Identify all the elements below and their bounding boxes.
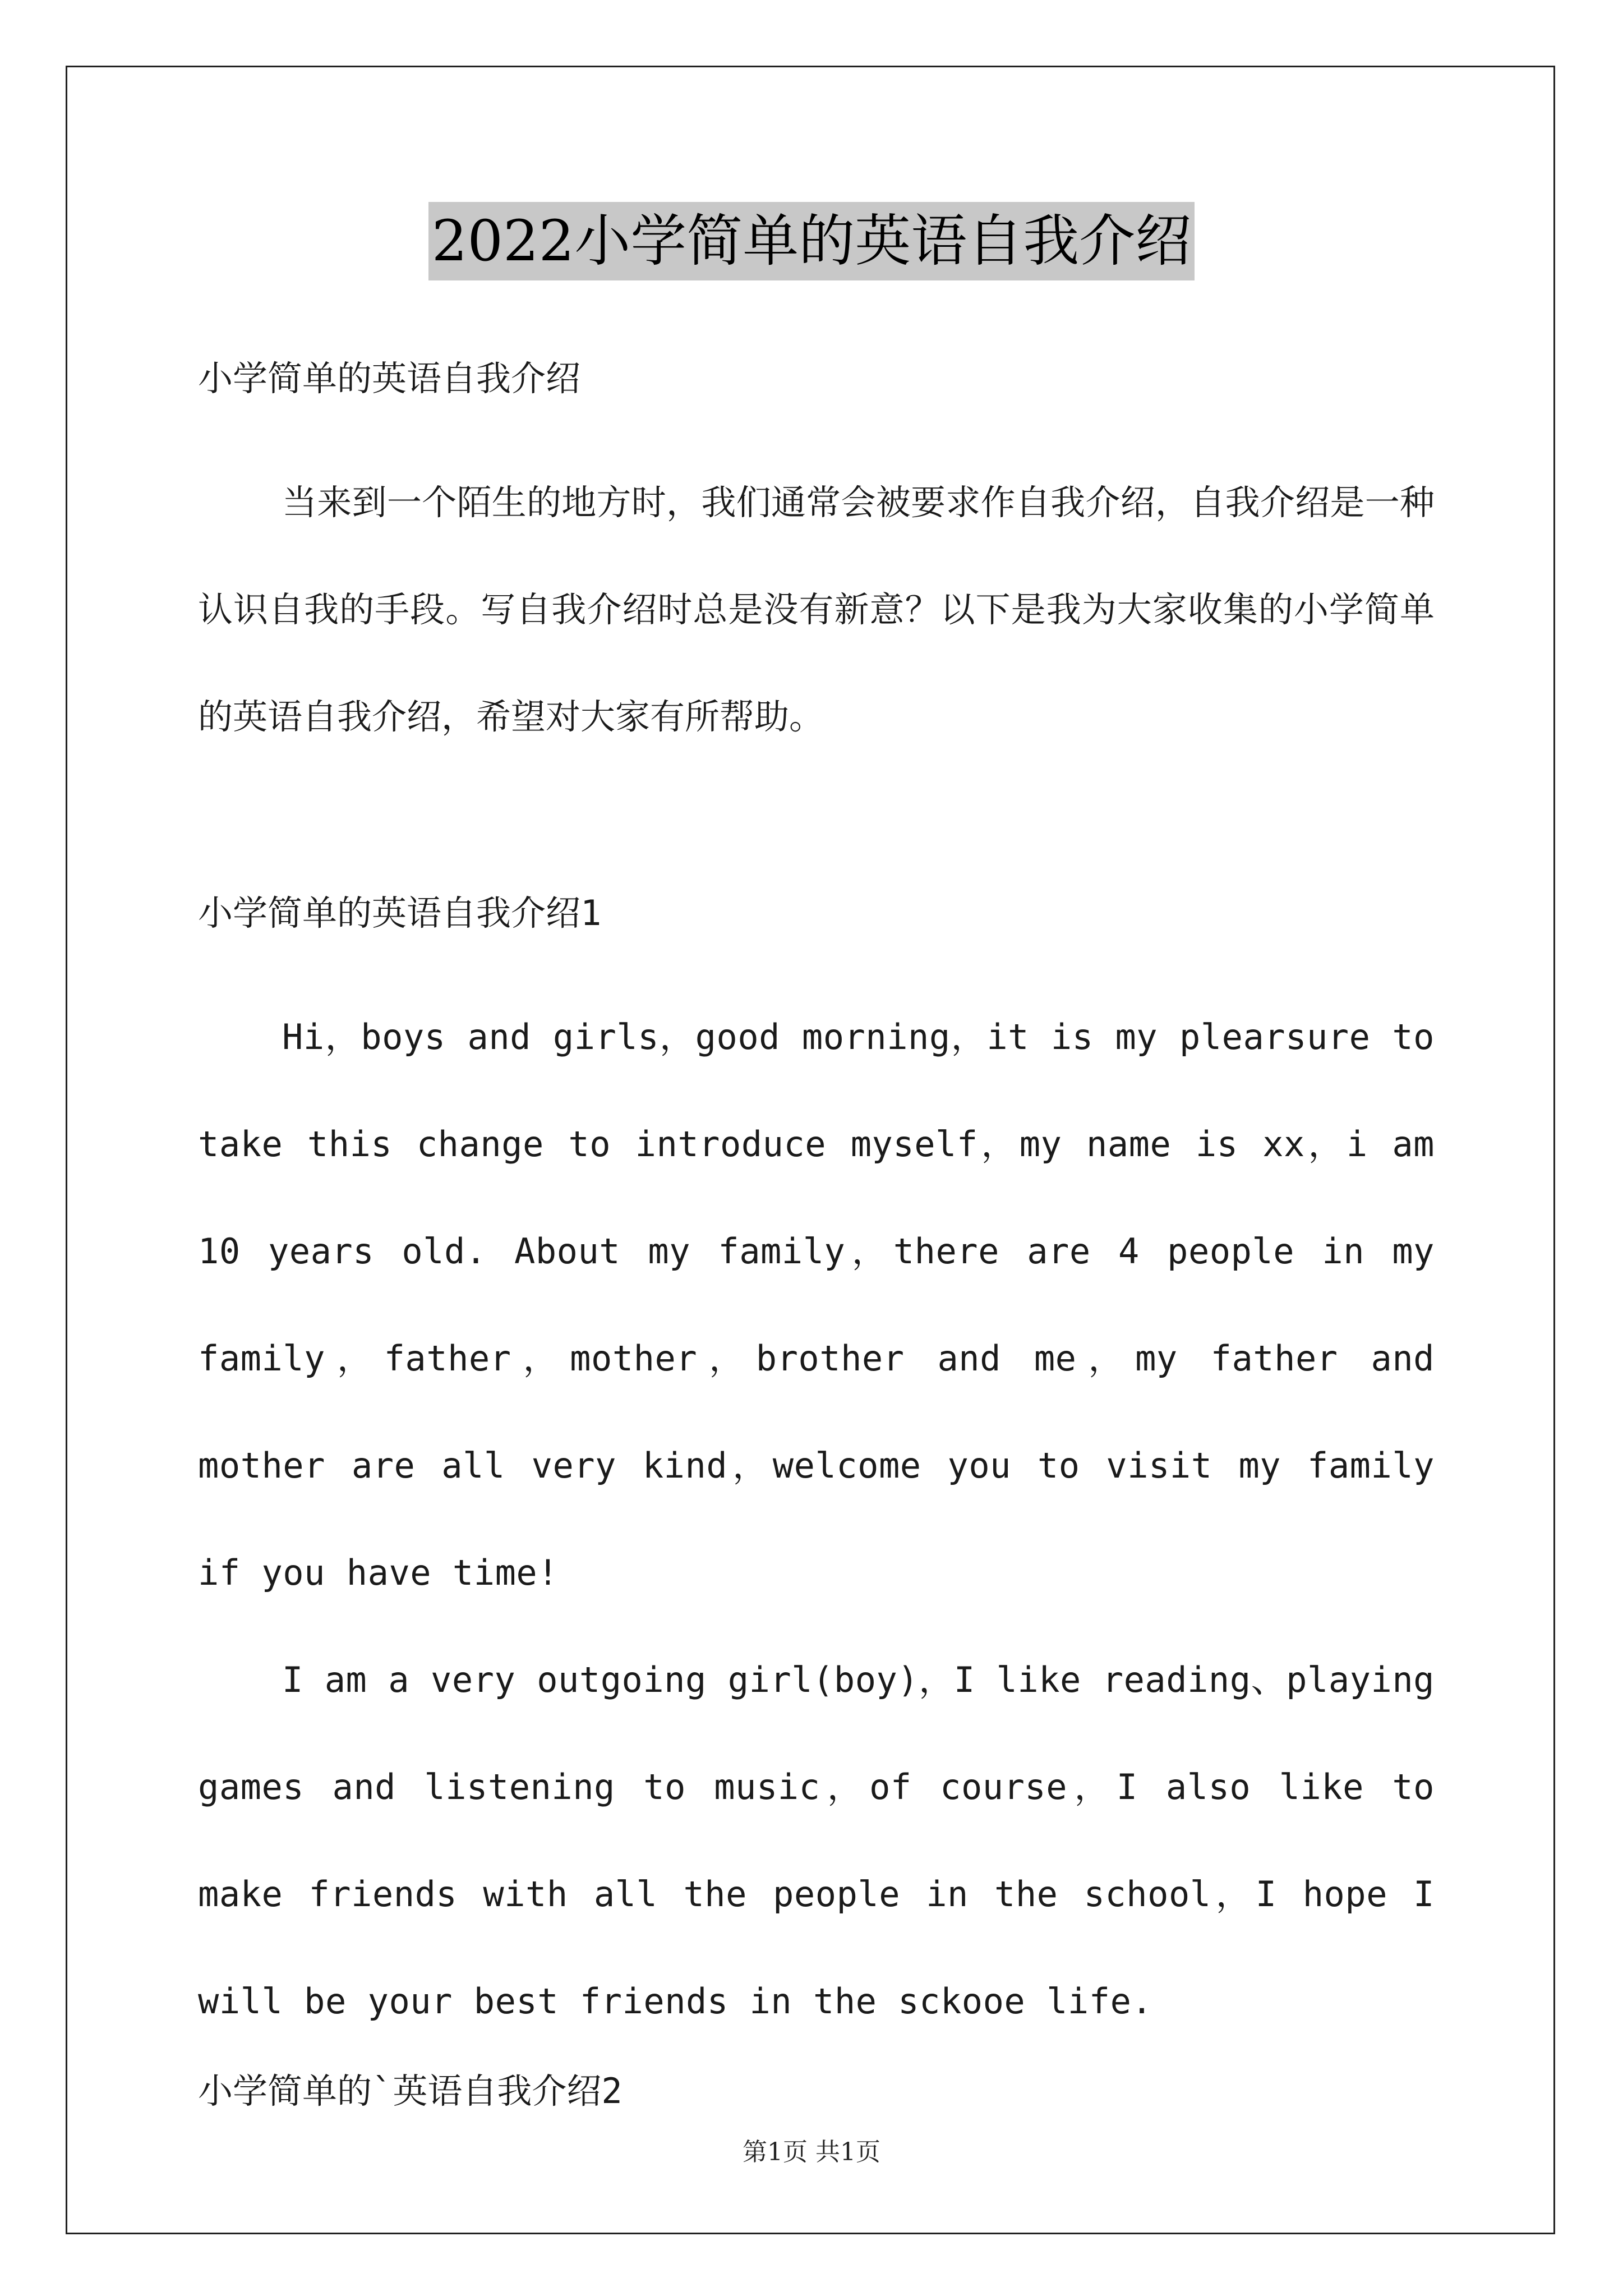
document-title: 2022小学简单的英语自我介绍 [428, 202, 1195, 280]
title-container [0, 202, 1623, 280]
document-body [198, 342, 1435, 2128]
page-footer: 第1页 共1页 [743, 2138, 880, 2166]
section-1-paragraph-2: I am a very outgoing girl(boy)，I like reading、playing games and listening to music，of course，I also like to make friends with all the people in the school，I hope I will be your best friends in the sckooe life. [198, 1659, 1435, 2022]
subtitle: 小学简单的英语自我介绍 [198, 358, 581, 399]
section-2-heading: 小学简单的`英语自我介绍2 [198, 2070, 623, 2111]
intro-paragraph: 当来到一个陌生的地方时，我们通常会被要求作自我介绍，自我介绍是一种认识自我的手段。写自我介绍时总是没有新意？以下是我为大家收集的小学简单的英语自我介绍，希望对大家有所帮助。 [198, 482, 1435, 737]
section-1-heading: 小学简单的英语自我介绍1 [198, 892, 602, 933]
section-1-paragraph-1: Hi，boys and girls，good morning，it is my plearsure to take this change to introduce myself，my name is xx，i am 10 years old. About my family，there are 4 people in my family，father，mother，brother and me，my father and mother are all very kind，welcome you to visit my family if you have time! [198, 1016, 1435, 1593]
